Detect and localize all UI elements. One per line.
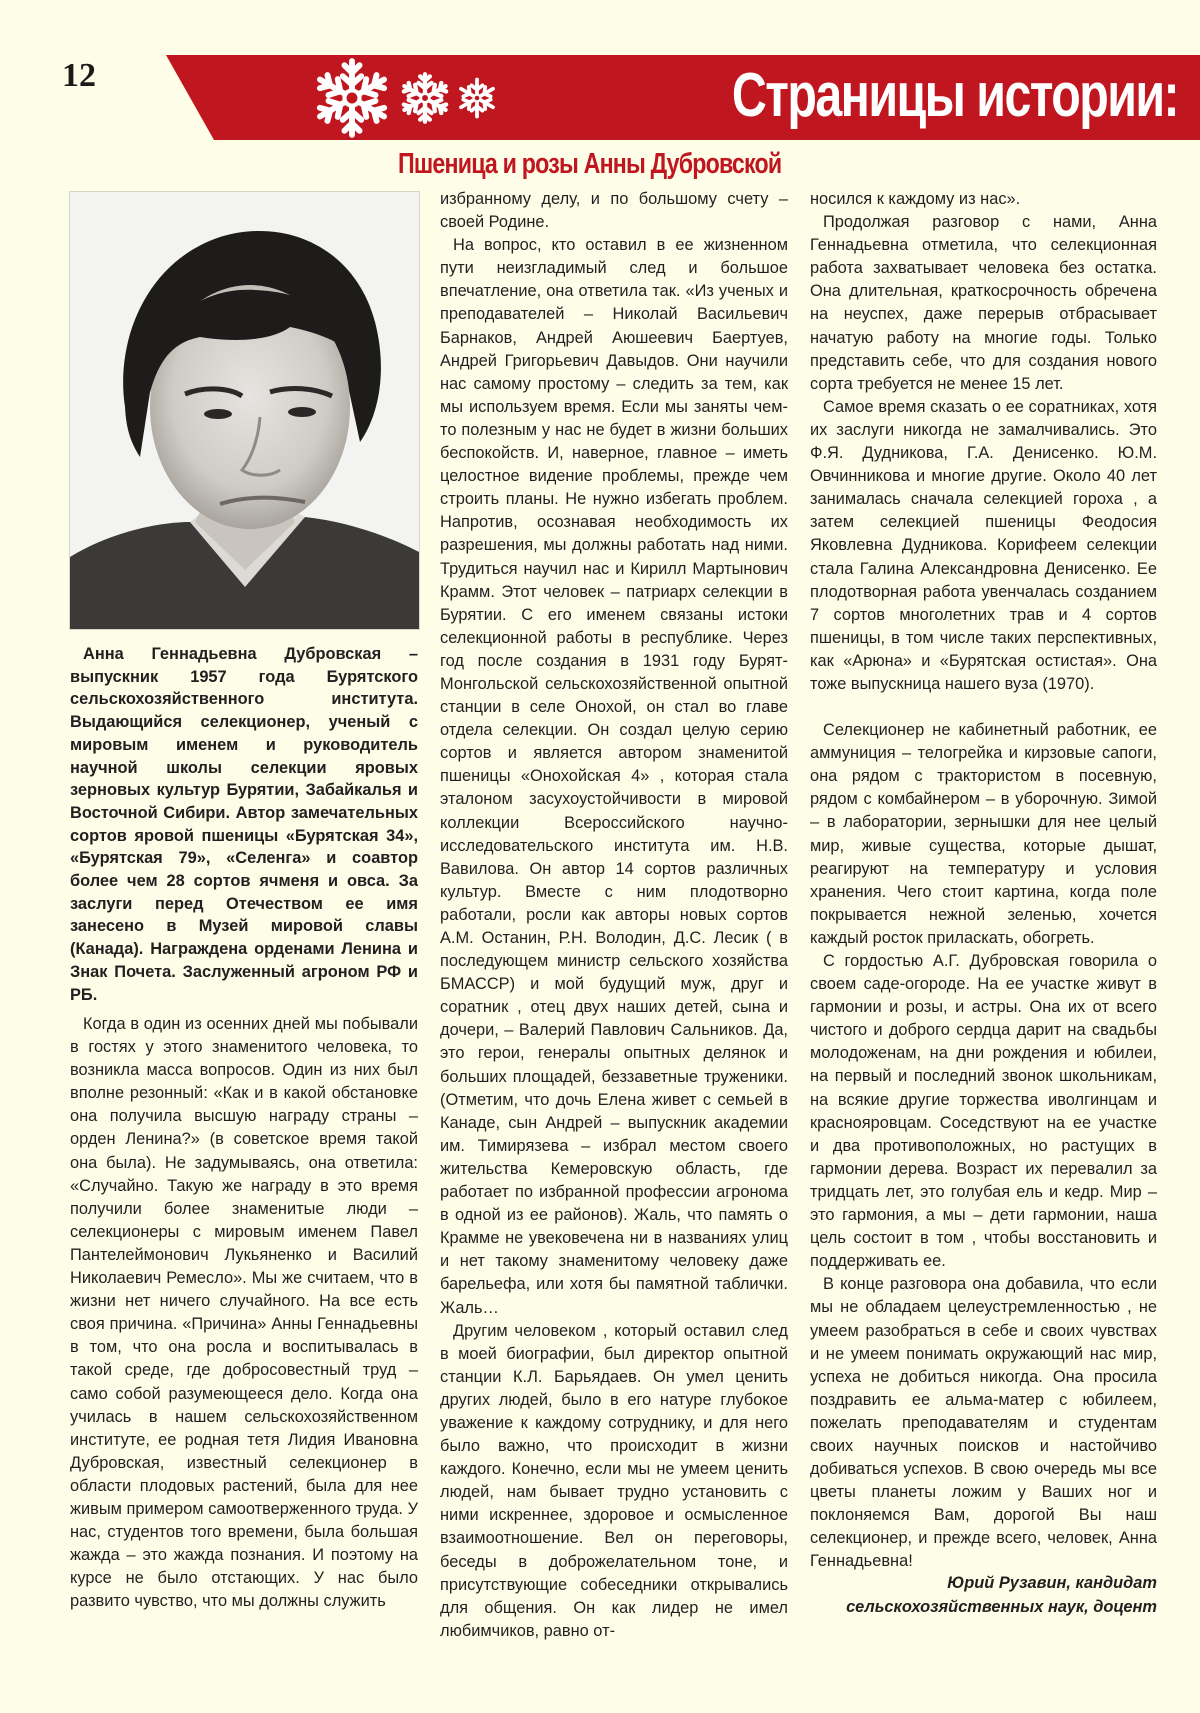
- author-signature: [810, 1572, 1157, 1619]
- caption-text: Анна Геннадьевна Дубровская – выпускник 1957 года Бурятского сельскохозяйственного института. Выдающийся селекционер, ученый с мировым именем и руководитель научной школы селекции яровых зерновых культур Бурятии, Забайкалья и Восточной Сибири. Автор замечательных сортов яровой пшеницы «Бурятская 34», «Бурятская 79», «Селенга» и соавтор более чем 28 сортов ячменя и овса. За заслуги перед Отечеством ее имя занесено в Музей мировой славы (Канада). Награждена орденами Ленина и Знак Почета. Заслуженный агроном РФ и РБ.: [70, 645, 418, 1004]
- author-title: сельскохозяйственных наук, доцент: [846, 1597, 1157, 1616]
- paragraph: носился к каждому из нас».: [810, 190, 1021, 208]
- article-title: Пшеница и розы Анны Дубровской: [398, 148, 782, 180]
- paragraph: Самое время сказать о ее соратниках, хотя их заслуги никогда не замалчивались. Это Ф.Я. Дудникова, Г.А. Денисенко. Ю.М. Овчинникова и многие другие. Около 40 лет занималась сначала селекцией гороха , а затем селекцией пшеницы Феодосия Яковлевна Дудникова. Корифеем селекции стала Галина Александровна Денисенко. Ее плодотворная работа увенчалась созданием 7 сортов многолетних трав и 4 сортов пшеницы, в том числе таких перспективных, как «Арюна» и «Бурятская остистая». Она тоже выпускница нашего вуза (1970).: [810, 397, 1157, 693]
- snowflake-icon: [456, 77, 498, 119]
- snowflake-icon: [310, 56, 394, 140]
- section-title: Страницы истории:: [731, 61, 1178, 130]
- portrait-photo: [69, 191, 420, 630]
- article-column-3: [810, 188, 1157, 1574]
- paragraph: Продолжая разговор с нами, Анна Геннадьевна отметила, что селекционная работа захватывает человека без остатка. Она длительная, краткосрочность обречена на неуспех, даже перерыв отбрасывает начатую работу на многие годы. Только представить себе, что для создания нового сорта требуется не менее 15 лет.: [810, 213, 1157, 393]
- paragraph-gap: [810, 696, 1157, 719]
- paragraph: В конце разговора она добавила, что если мы не обладаем целеустремленностью , не умеем разобраться в себе и своих чувствах и не умеем понимать окружающий нас мир, успеха не добиться никогда. Она просила поздравить ее альма-матер с юбилеем, пожелать преподавателям и студентам своих научных поисков и настойчиво добиваться успехов. В свою очередь мы все цветы планеты ложим у Ваших ног и поклоняемся Вам, дорогой Вы наш селекционер, и прежде всего, человек, Анна Геннадьевна!: [810, 1275, 1157, 1571]
- snowflake-icon: [398, 71, 452, 125]
- snowflake-decoration: [310, 58, 498, 138]
- article-column-2: [440, 188, 788, 1643]
- paragraph: избранному делу, и по большому счету – своей Родине.: [440, 190, 788, 232]
- paragraph: Когда в один из осенних дней мы побывали в гостях у этого знаменитого человека, то возникла масса вопросов. Один из них был вполне резонный: «Как и в какой обстановке она получила высшую награду страны – орден Ленина?» (в советское время такой она была). Не задумываясь, она ответила: «Случайно. Такую же награду в это время получили более знаменитые люди – селекционеры с мировым именем Павел Пантелеймонович Лукьяненко и Василий Николаевич Ремесло». Мы же считаем, что в жизни нет ничего случайного. На все есть своя причина. «Причина» Анны Геннадьевны в том, что она росла и воспитывалась в такой среде, где добросовестный труд – само собой разумеющееся дело. Когда она училась в нашем сельскохозяйственном институте, ее родная тетя Лидия Ивановна Дубровская, известный селекционер в области плодовых растений, была для нее живым примером самоотверженного труда. У нас, студентов того времени, была большая жажда – это жажда познания. И поэтому на курсе не было отстающих. У нас было развито чувство, что мы должны служить: [70, 1015, 418, 1611]
- article-column-1: [70, 1013, 418, 1613]
- author-name: Юрий Рузавин, кандидат: [947, 1574, 1157, 1592]
- page-number: 12: [62, 57, 96, 94]
- paragraph: На вопрос, кто оставил в ее жизненном пути неизгладимый след и большое впечатление, она ответила так. «Из ученых и преподавателей – Николай Васильевич Барнаков, Андрей Аюшеевич Баертуев, Андрей Григорьевич Давыдов. Они научили нас самому простому – следить за тем, как мы используем время. Если мы заняты чем-то полезным у нас не будет в жизни больших беспокойств. И, наверное, главное – иметь целостное видение проблемы, прежде чем строить планы. Не нужно избегать проблем. Напротив, осознавая необходимость их разрешения, мы должны работать над ними. Трудиться научил нас и Кирилл Мартынович Крамм. Этот человек – патриарх селекции в Бурятии. С его именем связаны истоки селекционной работы в республике. Через год после создания в 1931 году Бурят-Монгольской сельскохозяйственной опытной станции в селе Онохой, он стал во главе отдела селекции. Он создал целую серию сортов и является автором знаменитой пшеницы «Онохойская 4» , которая стала эталоном засухоустойчивости в мировой коллекции Всероссийского научно-исследовательского института им. Н.В. Вавилова. Он автор 14 сортов различных культур. Вместе с ним плодотворно работали, росли как авторы новых сортов А.М. Останин, Р.Н. Володин, Д.С. Лесик ( в последующем министр сельского хозяйства БМАССР) и мой будущий муж, друг и соратник , отец двух наших детей, сына и дочери, – Валерий Павлович Сальников. Да, это герои, генералы опытных делянок и больших площадей, беззаветные труженики. (Отметим, что дочь Елена живет с семьей в Канаде, сын Андрей – выпускник академии им. Тимирязева – избрал местом своего жительства Кемеровскую область, где работает по избранной профессии агронома в одной из ее районов). Жаль, что память о Крамме не увековечена ни в названиях улиц и нет такому знаменитому человеку даже барельефа, или хотя бы памятной таблички. Жаль…: [440, 236, 788, 1317]
- paragraph: С гордостью А.Г. Дубровская говорила о своем саде-огороде. На ее участке живут в гармонии и розы, и астры. Она их от всего чистого и доброго сердца дарит на свадьбы молодоженам, на дни рождения и юбилеи, на первый и последний звонок школьникам, на всякие другие торжества иволгинцам и краснояровцам. Соседствуют на ее участке и два противоположных, но растущих в гармонии дерева. Возраст их перевалил за тридцать лет, это голубая ель и кедр. Мир – это гармония, а мы – дети гармонии, наша цель состоит в том , чтобы восстановить и поддерживать ее.: [810, 952, 1157, 1271]
- paragraph: Другим человеком , который оставил след в моей биографии, был директор опытной станции К.Л. Барьядаев. Он умел ценить других людей, было в его натуре глубокое уважение к каждому сотруднику, и для него было важно, что происходит в жизни каждого. Конечно, если мы не умеем ценить людей, нам бывает трудно установить с ними искреннее, здоровое и осмысленное взаимоотношение. Вел он переговоры, беседы в доброжелательном тоне, и присутствующие собеседники открывались для общения. Он как лидер не имел любимчиков, равно от-: [440, 1321, 788, 1640]
- paragraph: Селекционер не кабинетный работник, ее аммуниция – телогрейка и кирзовые сапоги, она рядом с трактористом в посевную, рядом с комбайнером – в уборочную. Зимой – в лаборатории, зернышки для нее целый мир, живые существа, которые дышат, реагируют на температуру и условия хранения. Чего стоит картина, когда поле покрывается нежной зеленью, хочется каждый росток приласкать, обогреть.: [810, 721, 1157, 947]
- photo-caption: [70, 643, 418, 1006]
